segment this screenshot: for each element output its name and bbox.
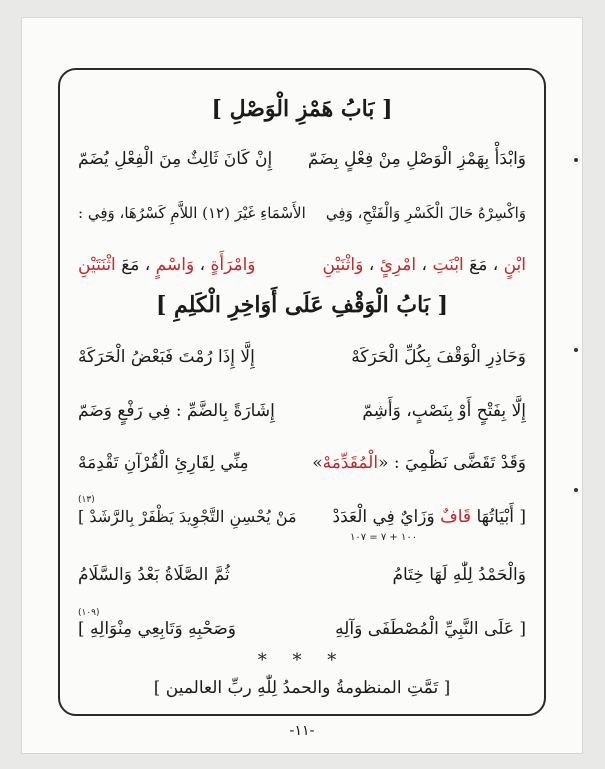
noun-ibn: ابْنٍ [503, 255, 526, 275]
noun-imraa: وَامْرَأَةٍ [210, 255, 256, 275]
verse-right-hemistich: وَاكْسِرْهُ حَالَ الْكَسْرِ وَالْفَتْحِ، وَفِي [325, 204, 526, 222]
noun-ibnat: ابْنَتِ [432, 255, 464, 275]
separator-stars: * * * [257, 650, 347, 671]
verse-muqaddima [78, 448, 526, 478]
verse-right-hemistich: وَحَاذِرِ الْوَقْفَ بِكُلِّ الْحَرَكَهْ [351, 347, 526, 367]
closing-line: [ تَمَّتِ المنظومةُ والحمدُ لِلّٰهِ ربِّ العالمين ] [153, 678, 451, 698]
verse-text: » [312, 453, 323, 473]
separator: ، [368, 255, 375, 275]
verse-row [78, 144, 526, 174]
verse-text: [ أَبْيَاتُهَا [476, 507, 526, 527]
verse-left-hemistich: إِنْ كَانَ ثَالِثٌ مِنَ الْفِعْلِ يُضَمّ [78, 149, 273, 169]
poem-frame [58, 68, 546, 716]
abjad-calculation: ١٠٠ + ٧ = ١٠٧ [350, 532, 418, 543]
verse-left-hemistich: الأَسْمَاءِ غَيْرَ (١٢) اللاَّمِ كَسْرُهَا، وَفِي : [78, 204, 306, 222]
section-title-waqf: [ بَابُ الْوَقْفِ عَلَى أَوَاخِرِ الْكَلِمِ ] [155, 292, 448, 318]
section-title-hamz-wasl: [ بَابُ هَمْزِ الْوَصْلِ ] [211, 96, 393, 122]
letter-qaf: قَافٌ [440, 507, 472, 527]
noun-imri: امْرِئٍ [379, 255, 417, 275]
footnote-number: (١٣) [78, 495, 95, 505]
muqaddima-title: الْمُقَدِّمَهْ [322, 453, 379, 473]
verse-left-hemistich: مَنْ يُحْسِنِ التَّجْوِيدَ يَظْفَرْ بِالرَّشَدْ ] [78, 507, 297, 526]
verse-row [78, 614, 526, 644]
verse-text: فِي الْعَدَدْ [332, 507, 395, 527]
page-number: -١١- [289, 723, 315, 739]
verse-count-number: (١٠٩) [78, 608, 100, 618]
verse-left-hemistich: ثُمَّ الصَّلَاةُ بَعْدُ وَالسَّلَامُ [78, 565, 230, 585]
verse-right-hemistich [312, 448, 526, 478]
verse-left-hemistich: إِشَارَةً بِالضَّمِّ : فِي رَفْعٍ وَضَمّ [78, 401, 275, 421]
verse-left-hemistich: مِنِّي لِقَارِئِ الْقُرْآنِ تَقْدِمَهْ [78, 453, 249, 473]
letter-zay: وَزَايٌ [400, 507, 435, 527]
verse-right-hemistich: [ عَلَى النَّبِيِّ الْمُصْطَفَى وَآلِهِ [335, 619, 526, 639]
margin-dot [574, 488, 578, 492]
margin-dot [574, 158, 578, 162]
verse-left-hemistich [78, 250, 256, 280]
verse-row [78, 342, 526, 372]
verse-abyat [78, 502, 526, 532]
verse-left-hemistich: وَصَحْبِهِ وَتَابِعِي مِنْوَالِهِ ] [78, 619, 236, 639]
verse-right-hemistich: وَابْدَأْ بِهَمْزِ الْوَصْلِ مِنْ فِعْلٍ بِضَمّ [307, 149, 526, 169]
verse-text: وَقَدْ تَقَضَّى نَظْمِيَ : « [378, 453, 526, 473]
noun-ithnatayn: اثْنَتَيْنِ [78, 255, 116, 275]
verse-left-hemistich: إِلَّا إِذَا رُمْتَ فَبَعْضُ الْحَرَكَهْ [78, 347, 255, 367]
document-page [22, 18, 582, 753]
verse-row [78, 198, 526, 228]
verse-right-hemistich: إِلَّا بِفَتْحٍ أَوْ بِنَصْبٍ، وَأَشِمّ [362, 401, 526, 421]
verse-right-hemistich: وَالْحَمْدُ لِلّٰهِ لَهَا خِتَامُ [392, 565, 526, 585]
verse-row [78, 396, 526, 426]
separator: ، مَعَ [469, 255, 499, 275]
verse-right-hemistich [322, 250, 526, 280]
verse-right-hemistich [333, 502, 526, 532]
noun-ithnayn: وَاثْنَيْنِ [322, 255, 364, 275]
noun-ism: وَاسْمٍ [155, 255, 195, 275]
verse-row [78, 560, 526, 590]
margin-dot [574, 348, 578, 352]
separator: ، [421, 255, 428, 275]
separator: ، مَعَ [121, 255, 151, 275]
nouns-line [78, 250, 526, 280]
separator: ، [199, 255, 206, 275]
